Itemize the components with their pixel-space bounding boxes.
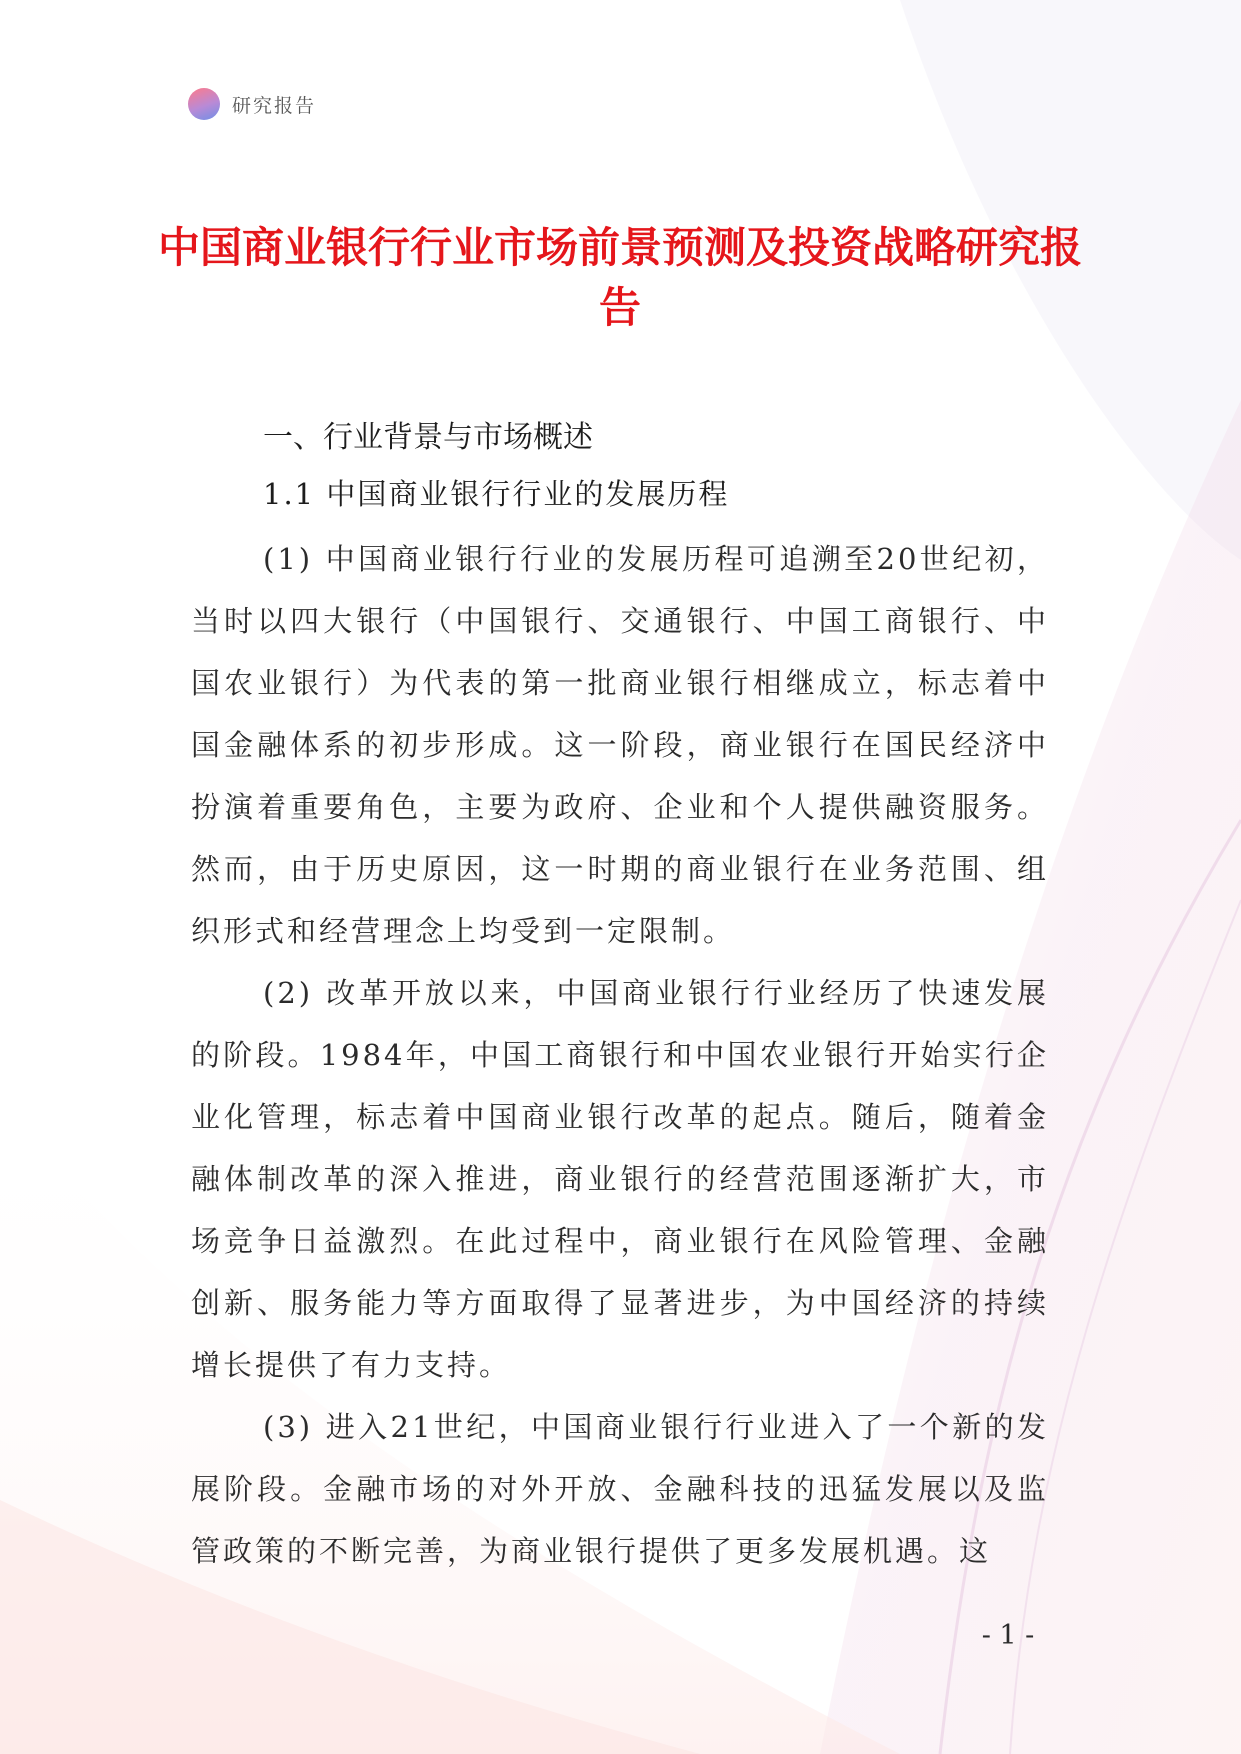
paragraph-2: (2) 改革开放以来，中国商业银行行业经历了快速发展的阶段。1984年，中国工商银行和中国农业银行开始实行企业化管理，标志着中国商业银行改革的起点。随后，随着金融体制改革的深入推进，商业银行的经营范围逐渐扩大，市场竞争日益激烈。在此过程中，商业银行在风险管理、金融创新、服务能力等方面取得了显著进步，为中国经济的持续增长提供了有力支持。	[191, 976, 1049, 1382]
page-number: - 1 -	[981, 1620, 1035, 1651]
report-title: 中国商业银行行业市场前景预测及投资战略研究报告	[157, 223, 1082, 332]
report-header	[188, 88, 316, 120]
sub-heading: 1.1 中国商业银行行业的发展历程	[263, 477, 730, 511]
paragraph-3: (3) 进入21世纪，中国商业银行行业进入了一个新的发展阶段。金融市场的对外开放、金融科技的迅猛发展以及监管政策的不断完善，为商业银行提供了更多发展机遇。这	[191, 1410, 1049, 1568]
report-body	[191, 418, 1049, 1582]
report-logo-icon	[188, 88, 220, 120]
paragraph-1: (1) 中国商业银行行业的发展历程可追溯至20世纪初，当时以四大银行（中国银行、交通银行、中国工商银行、中国农业银行）为代表的第一批商业银行相继成立，标志着中国金融体系的初步形成。这一阶段，商业银行在国民经济中扮演着重要角色，主要为政府、企业和个人提供融资服务。然而，由于历史原因，这一时期的商业银行在业务范围、组织形式和经营理念上均受到一定限制。	[191, 542, 1049, 948]
section-heading: 一、行业背景与市场概述	[263, 420, 593, 455]
header-label: 研究报告	[232, 94, 317, 117]
